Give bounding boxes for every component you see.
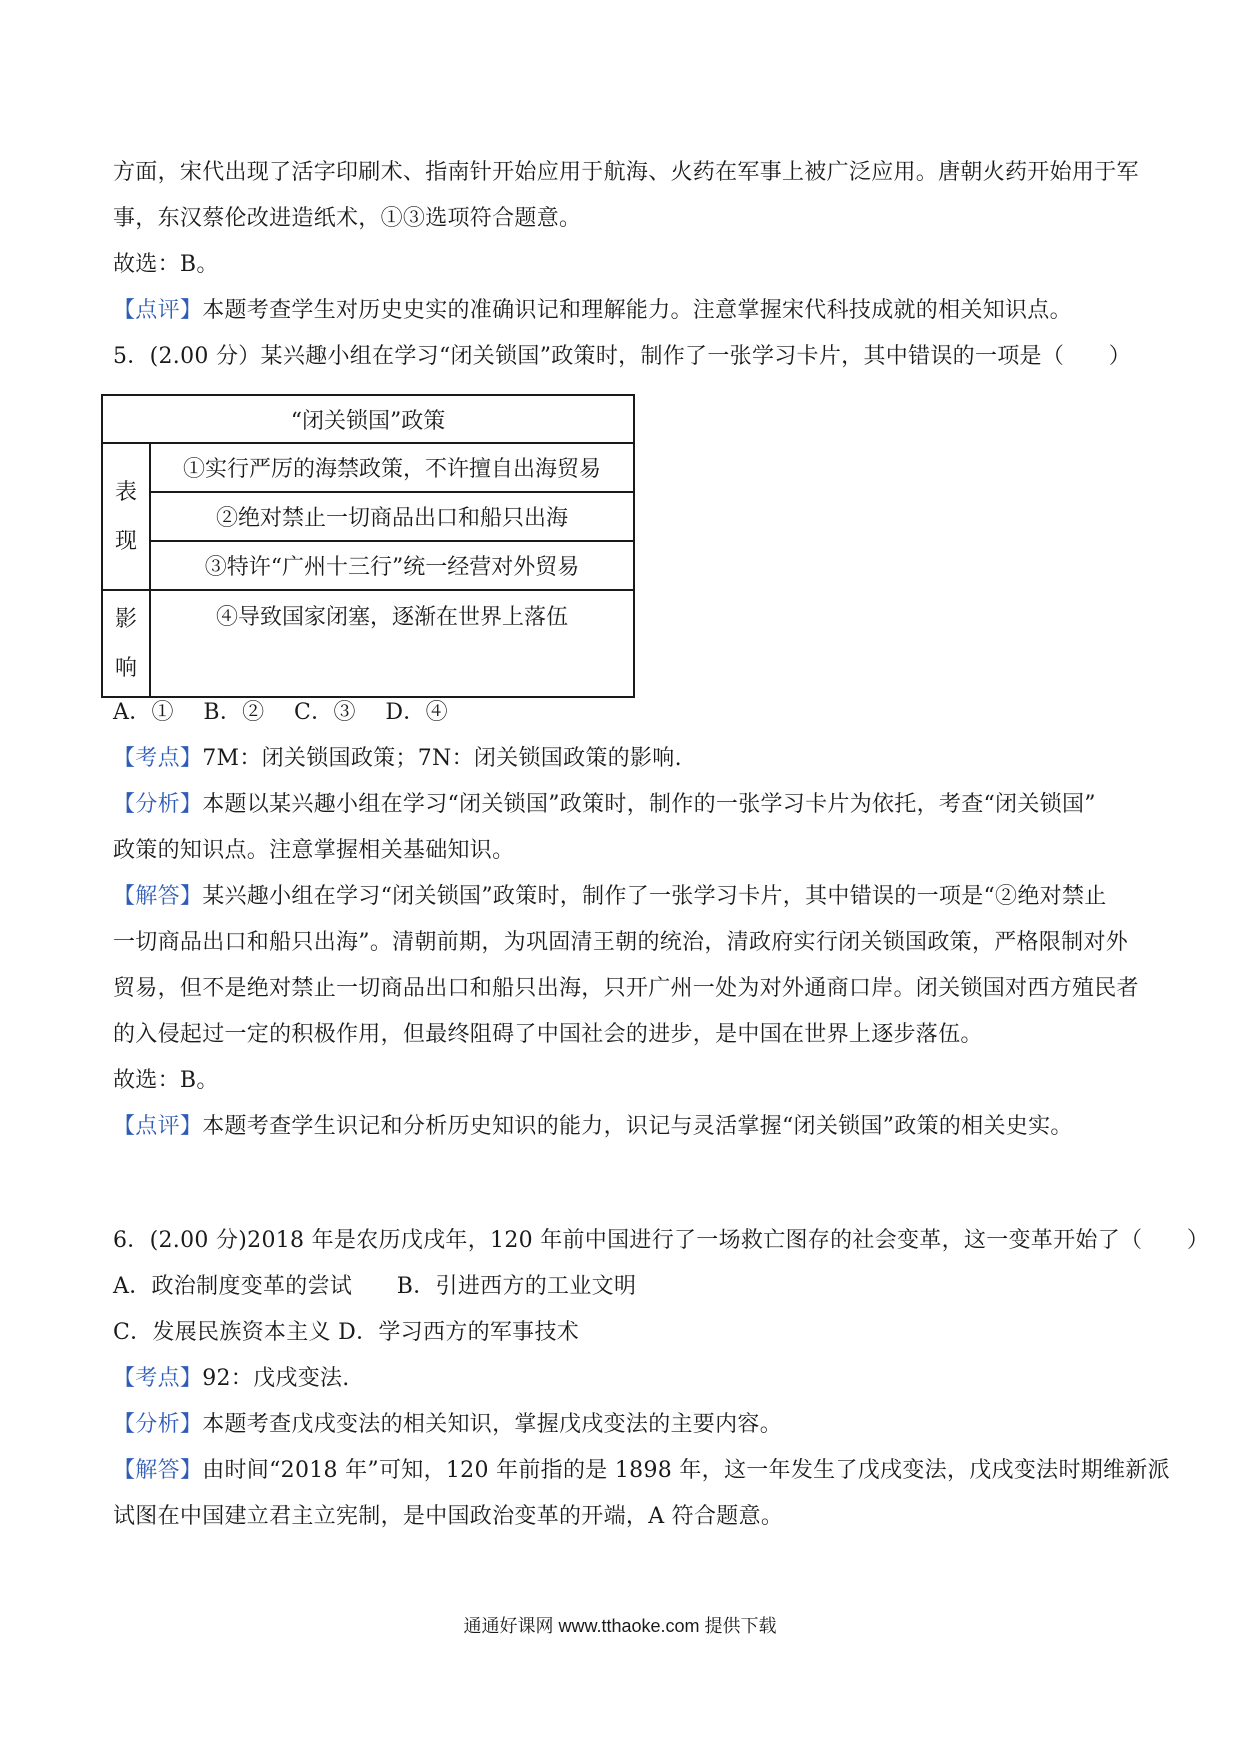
kaodian-line: 【考点】92：戊戌变法. — [113, 1366, 350, 1391]
kaodian-tag: 【考点】 — [113, 1366, 203, 1391]
dianping-line: 【点评】本题考查学生识记和分析历史知识的能力，识记与灵活掌握“闭关锁国”政策的相关史实。 — [113, 1114, 1073, 1139]
jieda-line: 贸易，但不是绝对禁止一切商品出口和船只出海，只开广州一处为对外通商口岸。闭关锁国对西方殖民者 — [113, 976, 1139, 1001]
page-footer: 通通好课网 www.tthaoke.com 提供下载 — [463, 1616, 777, 1636]
fenxi-line: 政策的知识点。注意掌握相关基础知识。 — [113, 838, 515, 863]
question-6-stem: 6．(2.00 分)2018 年是农历戊戌年，120 年前中国进行了一场救亡图存的社会变革，这一变革开始了（ ） — [113, 1228, 1210, 1253]
question-6-options: A．政治制度变革的尝试 B．引进西方的工业文明 — [113, 1274, 637, 1299]
table-row: ②绝对禁止一切商品出口和船只出海 — [150, 492, 634, 541]
label-biaoxian: 表 现 — [102, 443, 150, 590]
fenxi-tag: 【分析】 — [113, 792, 203, 817]
comment-text: 本题考查学生对历史史实的准确识记和理解能力。注意掌握宋代科技成就的相关知识点。 — [202, 298, 1072, 323]
question-5-stem: 5．(2.00 分）某兴趣小组在学习“闭关锁国”政策时，制作了一张学习卡片，其中错误的一项是（ ） — [113, 344, 1132, 369]
jieda-line: 【解答】由时间“2018 年”可知，120 年前指的是 1898 年，这一年发生了戊戌变法，戊戌变法时期维新派 — [113, 1458, 1170, 1483]
table-row: ①实行严厉的海禁政策，不许擅自出海贸易 — [150, 443, 634, 492]
question-5-options: A．① B．② C．③ D．④ — [113, 700, 448, 725]
jieda-line: 试图在中国建立君主立宪制，是中国政治变革的开端，A 符合题意。 — [113, 1504, 784, 1529]
fenxi-tag: 【分析】 — [113, 1412, 203, 1437]
jieda-line: 【解答】某兴趣小组在学习“闭关锁国”政策时，制作了一张学习卡片，其中错误的一项是“②绝对禁止 — [113, 884, 1107, 909]
label-yingxiang: 影 响 — [102, 590, 150, 697]
comment-tag: 【点评】 — [113, 298, 203, 323]
question-6-options: C．发展民族资本主义 D．学习西方的军事技术 — [113, 1320, 580, 1345]
jieda-line: 一切商品出口和船只出海”。清朝前期，为巩固清王朝的统治，清政府实行闭关锁国政策，严格限制对外 — [113, 930, 1129, 955]
paragraph-line: 事，东汉蔡伦改进造纸术，①③选项符合题意。 — [113, 206, 582, 231]
kaodian-tag: 【考点】 — [113, 746, 203, 771]
answer-line: 故选：B。 — [113, 252, 219, 277]
comment-line — [113, 296, 1133, 326]
table-row: ④导致国家闭塞，逐渐在世界上落伍 — [150, 590, 634, 697]
kaodian-line: 【考点】7M：闭关锁国政策；7N：闭关锁国政策的影响. — [113, 746, 682, 771]
fenxi-line: 【分析】本题以某兴趣小组在学习“闭关锁国”政策时，制作的一张学习卡片为依托，考查“闭关锁国” — [113, 792, 1096, 817]
jieda-tag: 【解答】 — [113, 1458, 203, 1483]
study-card-table — [101, 394, 635, 698]
answer-line: 故选：B。 — [113, 1068, 219, 1093]
table-title: “闭关锁国”政策 — [102, 395, 634, 443]
jieda-line: 的入侵起过一定的积极作用，但最终阻碍了中国社会的进步，是中国在世界上逐步落伍。 — [113, 1022, 983, 1047]
fenxi-line: 【分析】本题考查戊戌变法的相关知识，掌握戊戌变法的主要内容。 — [113, 1412, 783, 1437]
paragraph-line: 方面，宋代出现了活字印刷术、指南针开始应用于航海、火药在军事上被广泛应用。唐朝火药开始用于军 — [113, 160, 1139, 185]
dianping-tag: 【点评】 — [113, 1114, 203, 1139]
table-row: ③特许“广州十三行”统一经营对外贸易 — [150, 541, 634, 590]
jieda-tag: 【解答】 — [113, 884, 203, 909]
